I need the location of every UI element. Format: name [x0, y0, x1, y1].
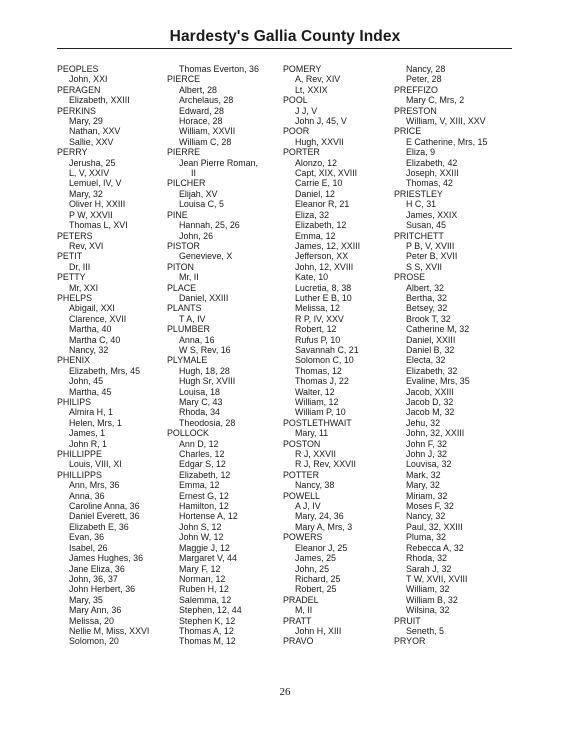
index-entry: Jacob M, 32 — [406, 407, 455, 418]
index-entry: Nancy, 28 — [406, 64, 446, 74]
index-entry: John, 36, 37 — [69, 573, 118, 584]
index-entry: Miriam, 32 — [406, 490, 448, 501]
index-entry: William, V, XIII, XXV — [406, 116, 486, 127]
index-entry: Nellie M, Miss, XXVI — [69, 625, 150, 636]
index-entry: Mary, 35 — [69, 594, 103, 605]
index-entry: Mary, 29 — [69, 116, 103, 127]
index-entry: Emma, 12 — [295, 230, 336, 241]
index-entry: William, 32 — [406, 584, 450, 595]
index-entry: Elizabeth, 32 — [406, 365, 458, 376]
index-entry: Dr, III — [69, 261, 91, 272]
surname-heading: PERAGEN — [57, 84, 101, 95]
index-entry: Jean Pierre Roman, — [179, 157, 258, 168]
index-entry: A, Rev, XIV — [295, 74, 341, 85]
surname-heading: POTTER — [283, 469, 319, 480]
index-entry: R J, Rev, XXVII — [295, 459, 356, 470]
index-entry: Nancy, 38 — [295, 480, 335, 491]
index-entry: Hortense A, 12 — [179, 511, 238, 522]
index-entry: Bertha, 32 — [406, 292, 447, 303]
surname-heading: PHILLIPPE — [57, 449, 102, 460]
surname-heading: PLYMALE — [167, 355, 208, 366]
surname-heading: PREFFIZO — [394, 84, 438, 95]
index-entry: Sarah J, 32 — [406, 563, 452, 574]
index-entry: Eliza, 9 — [406, 147, 436, 158]
index-entry: Helen, Mrs, 1 — [69, 417, 122, 428]
index-entry: Mary Ann, 36 — [69, 605, 122, 616]
index-entry: Walter, 12 — [295, 386, 335, 397]
index-entry: Ruben H, 12 — [179, 584, 229, 595]
index-entry: Robert, 25 — [295, 584, 337, 595]
index-entry: Elizabeth, 12 — [179, 469, 231, 480]
index-entry: II — [191, 168, 196, 179]
index-entry: Rev, XVI — [69, 240, 104, 251]
index-entry: Carrie E, 10 — [295, 178, 343, 189]
index-entry: Susan, 45 — [406, 220, 446, 231]
index-entry: Kate, 10 — [295, 272, 329, 283]
index-entry: P B, V, XVIII — [406, 240, 455, 251]
index-entry: James, 25 — [295, 553, 336, 564]
index-entry: Hugh, 18, 28 — [179, 365, 230, 376]
index-entry: Evaline, Mrs, 35 — [406, 376, 470, 387]
index-entry: Peter B, XVII — [406, 251, 458, 262]
index-entry: Lt, XXIX — [295, 84, 328, 95]
surname-heading: PLACE — [167, 282, 197, 293]
index-entry: Elizabeth, 42 — [406, 157, 458, 168]
page-title: Hardesty's Gallia County Index — [169, 28, 401, 45]
index-entry: Paul, 32, XXIII — [406, 521, 463, 532]
index-entry: Joseph, XXIII — [406, 168, 459, 179]
index-entry: Albert, 32 — [406, 282, 444, 293]
index-entry: Ann, Mrs, 36 — [69, 480, 120, 491]
index-entry: Thomas A, 12 — [179, 625, 234, 636]
surname-heading: PISTOR — [167, 240, 200, 251]
index-entry: Martha, 40 — [69, 324, 112, 335]
surname-heading: PIERCE — [167, 74, 201, 85]
index-entry: Stephen, 12, 44 — [179, 605, 242, 616]
index-entry: Mr, II — [179, 272, 199, 283]
index-entry: John R, 1 — [69, 438, 107, 449]
index-entry: Nathan, XXV — [69, 126, 121, 137]
index-entry: Eleanor J, 25 — [295, 542, 348, 553]
index-entry: Anna, 16 — [179, 334, 215, 345]
index-entry: William, XXVII — [179, 126, 236, 137]
index-entry: Daniel, 12 — [295, 188, 335, 199]
index-entry: Rhoda, 32 — [406, 553, 447, 564]
index-entry: John Herbert, 36 — [69, 584, 136, 595]
index-entry: Oliver H, XXIII — [69, 199, 126, 210]
surname-heading: PRIESTLEY — [394, 188, 443, 199]
index-entry: Theodosia, 28 — [179, 417, 236, 428]
index-entry: Richard, 25 — [295, 573, 341, 584]
index-entry: Pluma, 32 — [406, 532, 446, 543]
index-entry: Maggie J, 12 — [179, 542, 230, 553]
index-entry: Mary C, Mrs, 2 — [406, 95, 465, 106]
index-entry: Jehu, 32 — [406, 417, 441, 428]
index-entry: P W, XXVII — [69, 209, 113, 220]
surname-heading: PEOPLES — [57, 64, 99, 74]
index-entry: Wilsina, 32 — [406, 605, 450, 616]
index-entry: Mary F, 12 — [179, 563, 221, 574]
surname-heading: PHELPS — [57, 292, 93, 303]
index-entry: John, 12, XVIII — [295, 261, 354, 272]
surname-heading: PHENIX — [57, 355, 91, 366]
surname-heading: PROSE — [394, 272, 426, 283]
index-entry: Clarence, XVII — [69, 313, 127, 324]
index-entry: Hugh, XXVII — [295, 136, 344, 147]
index-entry: Savannah C, 21 — [295, 344, 359, 355]
index-entry: Mary, 24, 36 — [295, 511, 344, 522]
index-entry: Thomas, 42 — [406, 178, 453, 189]
surname-heading: PRAVO — [283, 636, 314, 647]
index-entry: Elizabeth, Mrs, 45 — [69, 365, 141, 376]
index-entry: Mary C, 43 — [179, 397, 223, 407]
index-entry: Jane Eliza, 36 — [69, 563, 125, 574]
index-entry: T A, IV — [179, 313, 206, 324]
index-entry: T W, XVII, XVIII — [406, 573, 468, 584]
index-entry: Almira H, 1 — [69, 407, 113, 418]
surname-heading: POWELL — [283, 490, 320, 501]
surname-heading: POSTON — [283, 438, 321, 449]
surname-heading: PLUMBER — [167, 324, 210, 335]
index-entry: Mary A, Mrs, 3 — [295, 521, 353, 532]
index-entry: Jacob, XXIII — [406, 386, 454, 397]
surname-heading: PILCHER — [167, 178, 206, 189]
surname-heading: PLANTS — [167, 303, 202, 314]
index-entry: Brook T, 32 — [406, 313, 451, 324]
index-entry: Melissa, 12 — [295, 303, 340, 314]
index-column-3 — [283, 64, 360, 647]
surname-heading: POSTLETHWAIT — [283, 417, 352, 428]
index-entry: Betsey, 32 — [406, 303, 448, 314]
surname-heading: PRESTON — [394, 105, 437, 116]
surname-heading: PRITCHETT — [394, 230, 444, 241]
index-entry: Elizabeth, XXIII — [69, 95, 130, 106]
index-entry: Capt, XIX, XVIII — [295, 168, 358, 179]
index-entry: Mary, 11 — [295, 428, 329, 439]
index-entry: J J, V — [295, 105, 318, 116]
index-entry: Daniel, XXIII — [406, 334, 456, 345]
index-entry: Solomon C, 10 — [295, 355, 354, 366]
index-entry: Louis, VIII, XI — [69, 459, 122, 470]
surname-heading: PITON — [167, 261, 194, 272]
index-entry: Stephen K, 12 — [179, 615, 236, 626]
index-entry: James, 1 — [69, 428, 106, 439]
index-entry: A J, IV — [295, 501, 321, 512]
index-entry: Isabel, 26 — [69, 542, 108, 553]
surname-heading: POWERS — [283, 532, 323, 543]
surname-heading: POOR — [283, 126, 310, 137]
index-entry: Nancy, 32 — [69, 344, 109, 355]
index-entry: Rhoda, 34 — [179, 407, 220, 418]
index-entry: John, 32, XXIII — [406, 428, 465, 439]
index-entry: Sallie, XXV — [69, 136, 114, 147]
surname-heading: PHILLIPPS — [57, 469, 102, 480]
index-entry: Anna, 36 — [69, 490, 105, 501]
index-entry: Horace, 28 — [179, 116, 223, 127]
surname-heading: PRUIT — [394, 615, 421, 626]
index-entry: John W, 12 — [179, 532, 224, 543]
surname-heading: PETIT — [57, 251, 83, 262]
index-entry: Luther E B, 10 — [295, 292, 352, 303]
index-entry: Edward, 28 — [179, 105, 224, 116]
index-column-2 — [167, 64, 259, 647]
index-entry: John, XXI — [69, 74, 108, 85]
index-column-4 — [394, 64, 487, 647]
index-entry: Margaret V, 44 — [179, 553, 237, 564]
index-entry: Daniel Everett, 36 — [69, 511, 140, 522]
index-entry: Lucretia, 8, 38 — [295, 282, 352, 293]
index-entry: James Hughes, 36 — [69, 553, 143, 564]
index-entry: Thomas M, 12 — [179, 636, 236, 647]
index-entry: Elizabeth E, 36 — [69, 521, 129, 532]
index-entry: William P, 10 — [295, 407, 346, 418]
surname-heading: POOL — [283, 95, 308, 106]
index-entry: Ann D, 12 — [179, 438, 219, 449]
index-entry: John, 25 — [295, 563, 330, 574]
surname-heading: PRADEL — [283, 594, 319, 605]
index-entry: Peter, 28 — [406, 74, 442, 85]
index-entry: Louvisa, 32 — [406, 459, 452, 470]
index-entry: Mark, 32 — [406, 469, 441, 480]
index-entry: Martha C, 40 — [69, 334, 121, 345]
index-entry: H C, 31 — [406, 199, 437, 210]
index-entry: Caroline Anna, 36 — [69, 501, 140, 512]
index-entry: Lemuel, IV, V — [69, 178, 122, 189]
index-entry: Charles, 12 — [179, 449, 225, 460]
index-entry: William C, 28 — [179, 136, 232, 147]
surname-heading: PINE — [167, 209, 188, 220]
surname-heading: PHILIPS — [57, 397, 92, 407]
index-entry: Solomon, 20 — [69, 636, 119, 647]
surname-heading: PERKINS — [57, 105, 96, 116]
index-entry: Eleanor R, 21 — [295, 199, 350, 210]
surname-heading: PETTY — [57, 272, 86, 283]
index-entry: Thomas, 12 — [295, 365, 342, 376]
index-entry: Abigail, XXI — [69, 303, 115, 314]
index-entry: John J, 32 — [406, 449, 447, 460]
index-entry: James, XXIX — [406, 209, 458, 220]
index-entry: John S, 12 — [179, 521, 222, 532]
index-entry: Hugh Sr, XVIII — [179, 376, 236, 387]
index-entry: Seneth, 5 — [406, 625, 444, 636]
index-entry: John F, 32 — [406, 438, 447, 449]
index-entry: M, II — [295, 605, 313, 616]
index-entry: John, 26 — [179, 230, 214, 241]
index-entry: Hannah, 25, 26 — [179, 220, 240, 231]
index-entry: Mr, XXI — [69, 282, 99, 293]
index-entry: W S, Rev, 16 — [179, 344, 231, 355]
index-entry: Alonzo, 12 — [295, 157, 337, 168]
index-entry: Emma, 12 — [179, 480, 220, 491]
surname-heading: PORTER — [283, 147, 320, 158]
index-entry: Electa, 32 — [406, 355, 446, 366]
index-entry: Norman, 12 — [179, 573, 226, 584]
index-entry: Daniel, XXIII — [179, 292, 229, 303]
index-entry: Thomas J, 22 — [295, 376, 349, 387]
surname-heading: PRATT — [283, 615, 312, 626]
index-entry: Albert, 28 — [179, 84, 217, 95]
index-entry: James, 12, XXIII — [295, 240, 361, 251]
index-entry: Louisa C, 5 — [179, 199, 224, 210]
index-entry: John J, 45, V — [295, 116, 347, 127]
surname-heading: PERRY — [57, 147, 88, 158]
index-entry: R P, IV, XXV — [295, 313, 344, 324]
index-entry: Melissa, 20 — [69, 615, 114, 626]
index-entry: Elizabeth, 12 — [295, 220, 347, 231]
surname-heading: PETERS — [57, 230, 93, 241]
index-entry: Genevieve, X — [179, 251, 233, 262]
index-entry: R J, XXVII — [295, 449, 336, 460]
index-entry: Eliza, 32 — [295, 209, 330, 220]
index-entry: Evan, 36 — [69, 532, 105, 543]
surname-heading: POMERY — [283, 64, 322, 74]
index-entry: E Catherine, Mrs, 15 — [406, 136, 488, 147]
index-entry: Rebecca A, 32 — [406, 542, 464, 553]
index-entry: John H, XIII — [295, 625, 342, 636]
index-entry: Jerusha, 25 — [69, 157, 116, 168]
title-underline — [57, 48, 512, 49]
index-entry: Rufus P, 10 — [295, 334, 341, 345]
index-entry: William, 12 — [295, 397, 339, 407]
index-entry: S S, XVII — [406, 261, 443, 272]
index-entry: Hamilton, 12 — [179, 501, 229, 512]
index-entry: Daniel B, 32 — [406, 344, 455, 355]
index-entry: Thomas Everton, 36 — [179, 64, 259, 74]
index-entry: Robert, 12 — [295, 324, 337, 335]
index-entry: Salemma, 12 — [179, 594, 232, 605]
index-entry: Archelaus, 28 — [179, 95, 234, 106]
index-entry: Ernest G, 12 — [179, 490, 229, 501]
index-entry: John, 45 — [69, 376, 104, 387]
index-entry: Jefferson, XX — [295, 251, 349, 262]
page-number: 26 — [279, 686, 291, 698]
index-entry: L, V, XXIV — [69, 168, 110, 179]
index-entry: Mary, 32 — [69, 188, 103, 199]
index-entry: Jacob D, 32 — [406, 397, 454, 407]
surname-heading: POLLOCK — [167, 428, 209, 439]
index-entry: Mary, 32 — [406, 480, 440, 491]
index-entry: Elijah, XV — [179, 188, 218, 199]
index-column-1 — [57, 64, 149, 647]
surname-heading: PRYOR — [394, 636, 426, 647]
index-entry: Martha, 45 — [69, 386, 112, 397]
index-entry: Thomas L, XVI — [69, 220, 128, 231]
index-entry: Nancy, 32 — [406, 511, 446, 522]
surname-heading: PIERRE — [167, 147, 201, 158]
index-entry: Catherine M, 32 — [406, 324, 470, 335]
surname-heading: PRICE — [394, 126, 422, 137]
index-entry: Louisa, 18 — [179, 386, 220, 397]
index-entry: Moses F, 32 — [406, 501, 454, 512]
index-entry: William B, 32 — [406, 594, 458, 605]
index-entry: Edgar S, 12 — [179, 459, 226, 470]
